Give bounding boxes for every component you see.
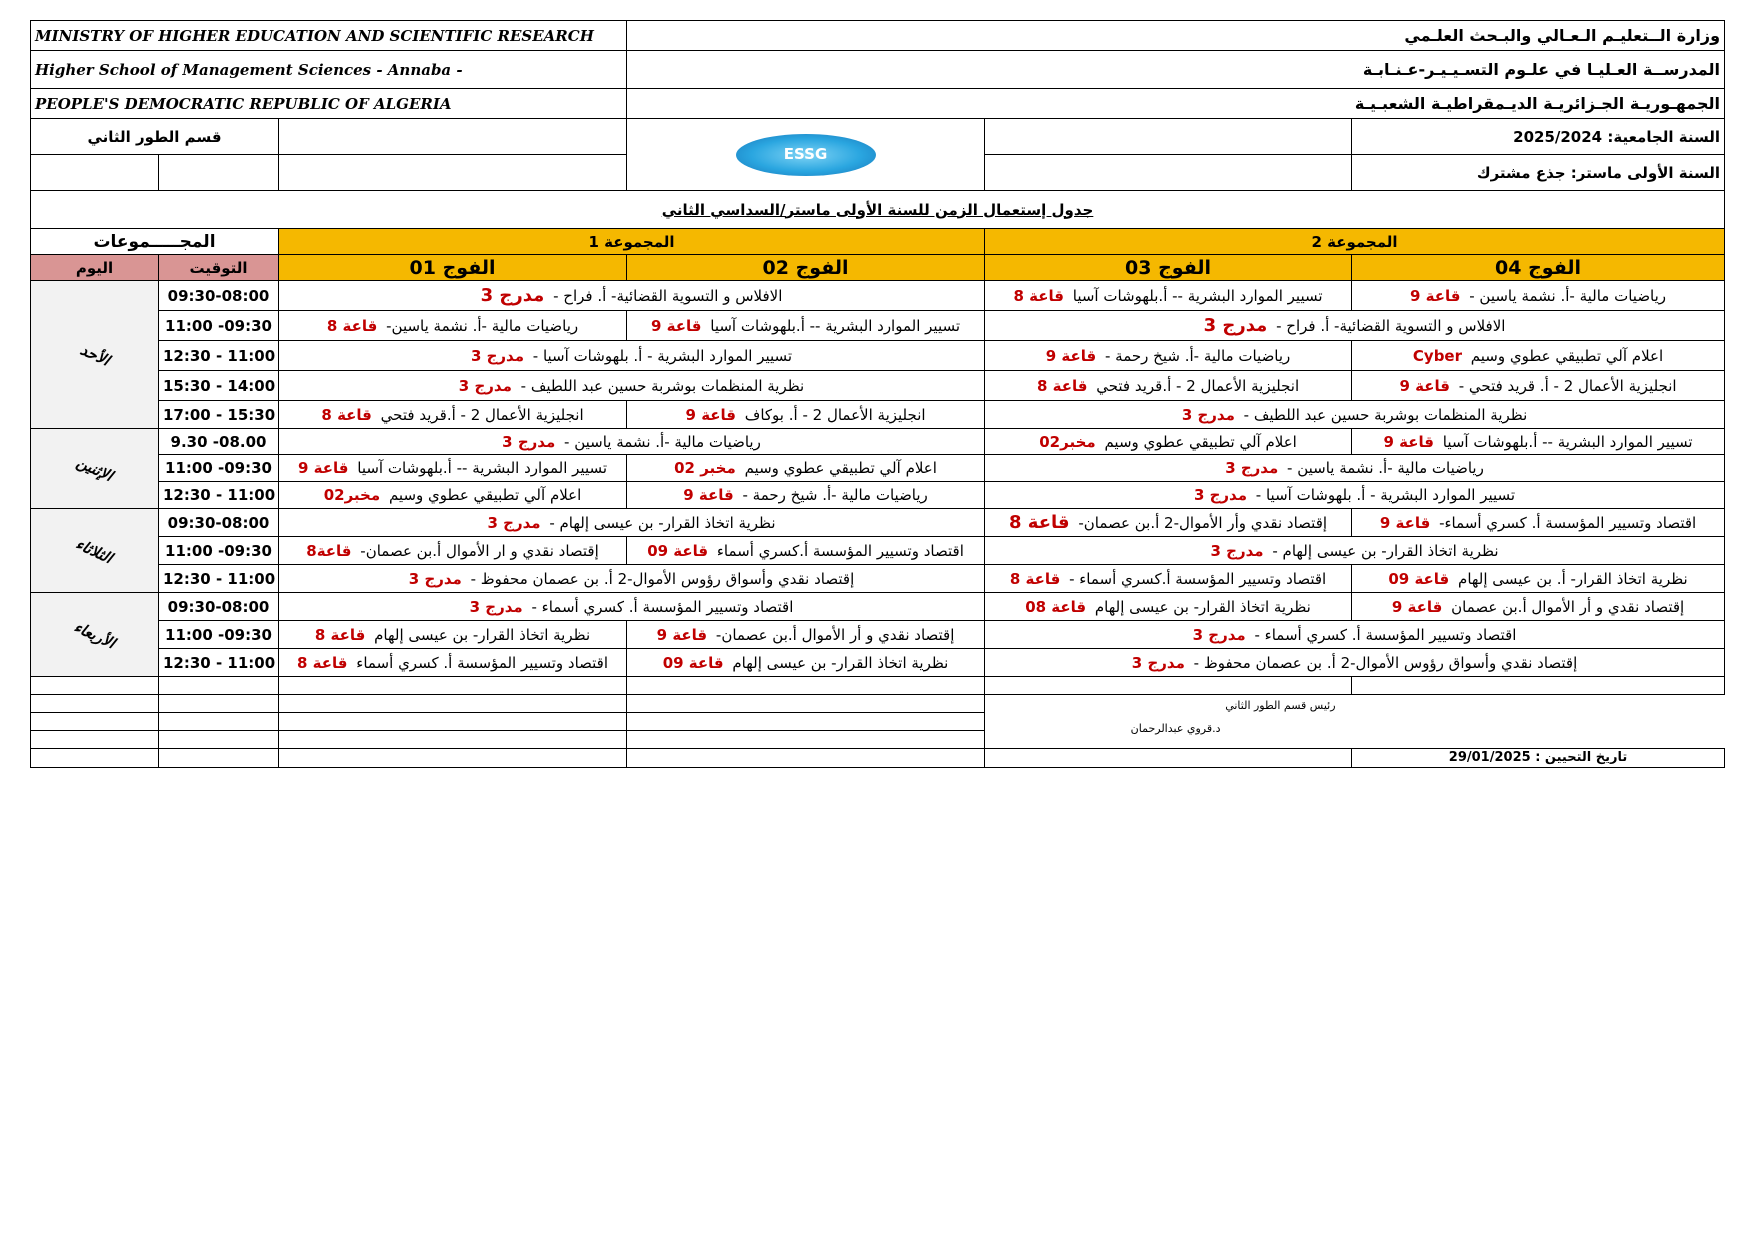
blank-cell bbox=[31, 713, 159, 731]
blank-cell bbox=[279, 749, 627, 768]
session-cell: نظرية اتخاذ القرار- أ. بن عيسى إلهام قاعة 09 bbox=[1352, 565, 1725, 593]
session-cell: إقتصاد نقدي وأسواق رؤوس الأموال-2 أ. بن عصمان محفوظ - مدرج 3 bbox=[985, 649, 1725, 677]
session-cell: نظرية اتخاذ القرار- بن عيسى إلهام - مدرج 3 bbox=[279, 509, 985, 537]
school-logo: ESSG bbox=[736, 134, 876, 176]
session-cell: تسيير الموارد البشرية - أ. بلهوشات آسيا - مدرج 3 bbox=[985, 482, 1725, 509]
day-monday: الإثنين bbox=[31, 429, 159, 509]
time-slot: 09:30-08:00 bbox=[159, 281, 279, 311]
session-cell: الافلاس و التسوية القضائية- أ. فراح - مدرج 3 bbox=[985, 311, 1725, 341]
session-cell: اعلام آلي تطبيقي عطوي وسيم Cyber bbox=[1352, 341, 1725, 371]
blank-cell bbox=[279, 119, 627, 155]
session-cell: تسيير الموارد البشرية -- أ.بلهوشات آسيا قاعة 9 bbox=[627, 311, 985, 341]
session-cell: تسيير الموارد البشرية -- أ.بلهوشات آسيا قاعة 8 bbox=[985, 281, 1352, 311]
time-slot: 11:00 -09:30 bbox=[159, 455, 279, 482]
col-time: التوقيت bbox=[159, 255, 279, 281]
session-cell: رياضيات مالية -أ. نشمة ياسين - مدرج 3 bbox=[985, 455, 1725, 482]
session-cell: اقتصاد وتسيير المؤسسة أ. كسري أسماء - مدرج 3 bbox=[985, 621, 1725, 649]
session-cell: نظرية المنظمات بوشربة حسين عبد اللطيف - مدرج 3 bbox=[279, 371, 985, 401]
section-01: الفوج 01 bbox=[279, 255, 627, 281]
blank-cell bbox=[279, 713, 627, 731]
table-row bbox=[31, 455, 1725, 482]
table-row bbox=[31, 341, 1725, 371]
blank-cell bbox=[159, 713, 279, 731]
blank-cell bbox=[627, 749, 985, 768]
republic-en: PEOPLE'S DEMOCRATIC REPUBLIC OF ALGERIA bbox=[31, 89, 627, 119]
session-cell: اقتصاد وتسيير المؤسسة أ. كسري أسماء- قاعة 9 bbox=[1352, 509, 1725, 537]
table-row bbox=[31, 371, 1725, 401]
session-cell: انجليزية الأعمال 2 - أ. بوكاف قاعة 9 bbox=[627, 401, 985, 429]
ministry-en: MINISTRY OF HIGHER EDUCATION AND SCIENTIFIC RESEARCH bbox=[31, 21, 627, 51]
blank-cell bbox=[159, 731, 279, 749]
session-cell: اقتصاد وتسيير المؤسسة أ.كسري أسماء - قاعة 8 bbox=[985, 565, 1352, 593]
time-slot: 12:30 - 11:00 bbox=[159, 565, 279, 593]
session-cell: اقتصاد وتسيير المؤسسة أ. كسري أسماء - مدرج 3 bbox=[279, 593, 985, 621]
section-04: الفوج 04 bbox=[1352, 255, 1725, 281]
session-cell: نظرية المنظمات بوشربة حسين عبد اللطيف - مدرج 3 bbox=[985, 401, 1725, 429]
blank-cell bbox=[985, 155, 1352, 191]
blank-cell bbox=[627, 695, 985, 713]
session-cell: تسيير الموارد البشرية -- أ.بلهوشات آسيا قاعة 9 bbox=[1352, 429, 1725, 455]
time-slot: 17:00 - 15:30 bbox=[159, 401, 279, 429]
time-slot: 9.30 -08.00 bbox=[159, 429, 279, 455]
blank-cell bbox=[159, 155, 279, 191]
blank-cell bbox=[159, 677, 279, 695]
blank-cell bbox=[985, 119, 1352, 155]
table-row bbox=[31, 311, 1725, 341]
session-cell: رياضيات مالية -أ. نشمة ياسين - قاعة 9 bbox=[1352, 281, 1725, 311]
table-row bbox=[31, 565, 1725, 593]
blank-cell bbox=[1352, 677, 1725, 695]
blank-cell bbox=[159, 749, 279, 768]
blank-cell bbox=[985, 749, 1352, 768]
session-cell: إقتصاد نقدي وأر الأموال-2 أ.بن عصمان- قاعة 8 bbox=[985, 509, 1352, 537]
blank-cell bbox=[31, 677, 159, 695]
table-row bbox=[31, 401, 1725, 429]
table-row bbox=[31, 281, 1725, 311]
session-cell: إقتصاد نقدي و أر الأموال أ.بن عصمان قاعة 9 bbox=[1352, 593, 1725, 621]
blank-cell bbox=[627, 677, 985, 695]
session-cell: رياضيات مالية -أ. شيخ رحمة - قاعة 9 bbox=[985, 341, 1352, 371]
academic-year: السنة الجامعية: 2025/2024 bbox=[1352, 119, 1725, 155]
table-row bbox=[31, 593, 1725, 621]
school-ar: المدرســة العـليـا في علـوم التسـيـيـر-عـنـابـة bbox=[627, 51, 1725, 89]
section-02: الفوج 02 bbox=[627, 255, 985, 281]
time-slot: 11:00 -09:30 bbox=[159, 311, 279, 341]
blank-cell bbox=[31, 695, 159, 713]
page-title: جدول إستعمال الزمن للسنة الأولى ماستر/السداسي الثاني bbox=[31, 191, 1725, 229]
department-label: قسم الطور الثاني bbox=[31, 119, 279, 155]
blank-cell bbox=[985, 677, 1352, 695]
day-sunday: الأحد bbox=[31, 281, 159, 429]
session-cell: نظرية اتخاذ القرار- بن عيسى إلهام قاعة 09 bbox=[627, 649, 985, 677]
session-cell: رياضيات مالية -أ. شيخ رحمة - قاعة 9 bbox=[627, 482, 985, 509]
session-cell: اقتصاد وتسيير المؤسسة أ. كسري أسماء قاعة 8 bbox=[279, 649, 627, 677]
table-row bbox=[31, 429, 1725, 455]
blank-cell bbox=[31, 731, 159, 749]
col-day: اليوم bbox=[31, 255, 159, 281]
session-cell: إقتصاد نقدي وأسواق رؤوس الأموال-2 أ. بن عصمان محفوظ - مدرج 3 bbox=[279, 565, 985, 593]
table-row bbox=[31, 482, 1725, 509]
group2-header: المجموعة 2 bbox=[985, 229, 1725, 255]
time-slot: 11:00 -09:30 bbox=[159, 621, 279, 649]
logo-cell bbox=[627, 119, 985, 191]
day-tuesday: الثلاثاء bbox=[31, 509, 159, 593]
session-cell: اعلام آلي تطبيقي عطوي وسيم مخبر02 bbox=[279, 482, 627, 509]
time-slot: 12:30 - 11:00 bbox=[159, 341, 279, 371]
session-cell: تسيير الموارد البشرية - أ. بلهوشات آسيا - مدرج 3 bbox=[279, 341, 985, 371]
school-en: Higher School of Management Sciences - Annaba - bbox=[31, 51, 627, 89]
session-cell: اعلام آلي تطبيقي عطوي وسيم مخبر 02 bbox=[627, 455, 985, 482]
session-cell: انجليزية الأعمال 2 - أ.قريد فتحي قاعة 8 bbox=[279, 401, 627, 429]
blank-cell bbox=[31, 749, 159, 768]
blank-cell bbox=[279, 155, 627, 191]
republic-ar: الجمهـوريـة الجـزائريـة الديـمقراطيـة الشعبـيـة bbox=[627, 89, 1725, 119]
head-title: رئيس قسم الطور الثاني bbox=[1225, 699, 1336, 712]
session-cell: الافلاس و التسوية القضائية- أ. فراح - مدرج 3 bbox=[279, 281, 985, 311]
table-row bbox=[31, 621, 1725, 649]
session-cell: رياضيات مالية -أ. نشمة ياسين- قاعة 8 bbox=[279, 311, 627, 341]
session-cell: نظرية اتخاذ القرار- بن عيسى إلهام قاعة 8 bbox=[279, 621, 627, 649]
session-cell: نظرية اتخاذ القرار- بن عيسى إلهام - مدرج 3 bbox=[985, 537, 1725, 565]
blank-cell bbox=[279, 731, 627, 749]
section-03: الفوج 03 bbox=[985, 255, 1352, 281]
day-wednesday: الأربعاء bbox=[31, 593, 159, 677]
blank-cell bbox=[627, 713, 985, 731]
session-cell: رياضيات مالية -أ. نشمة ياسين - مدرج 3 bbox=[279, 429, 985, 455]
session-cell: اعلام آلي تطبيقي عطوي وسيم مخبر02 bbox=[985, 429, 1352, 455]
session-cell: تسيير الموارد البشرية -- أ.بلهوشات آسيا قاعة 9 bbox=[279, 455, 627, 482]
blank-cell bbox=[627, 731, 985, 749]
session-cell: إقتصاد نقدي و ار الأموال أ.بن عصمان- قاعة8 bbox=[279, 537, 627, 565]
blank-cell bbox=[279, 695, 627, 713]
blank-cell bbox=[279, 677, 627, 695]
table-row bbox=[31, 649, 1725, 677]
time-slot: 15:30 - 14:00 bbox=[159, 371, 279, 401]
time-slot: 09:30-08:00 bbox=[159, 593, 279, 621]
groups-label: المجـــــموعات bbox=[31, 229, 279, 255]
time-slot: 09:30-08:00 bbox=[159, 509, 279, 537]
blank-cell bbox=[31, 155, 159, 191]
time-slot: 12:30 - 11:00 bbox=[159, 482, 279, 509]
update-date: تاريخ التحيين : 29/01/2025 bbox=[1352, 749, 1725, 768]
timetable bbox=[30, 20, 1725, 768]
level-label: السنة الأولى ماستر: جذع مشترك bbox=[1352, 155, 1725, 191]
blank-cell bbox=[159, 695, 279, 713]
session-cell: نظرية اتخاذ القرار- بن عيسى إلهام قاعة 08 bbox=[985, 593, 1352, 621]
signature-block bbox=[985, 695, 1725, 749]
head-name: د.قروي عبدالرحمان bbox=[1130, 722, 1221, 735]
ministry-ar: وزارة الــتعليـم الـعـالي والبـحث العلـمي bbox=[627, 21, 1725, 51]
time-slot: 12:30 - 11:00 bbox=[159, 649, 279, 677]
group1-header: المجموعة 1 bbox=[279, 229, 985, 255]
session-cell: اقتصاد وتسيير المؤسسة أ.كسري أسماء قاعة 09 bbox=[627, 537, 985, 565]
time-slot: 11:00 -09:30 bbox=[159, 537, 279, 565]
session-cell: انجليزية الأعمال 2 - أ.قريد فتحي قاعة 8 bbox=[985, 371, 1352, 401]
session-cell: إقتصاد نقدي و أر الأموال أ.بن عصمان- قاعة 9 bbox=[627, 621, 985, 649]
session-cell: انجليزية الأعمال 2 - أ. قريد فتحي - قاعة 9 bbox=[1352, 371, 1725, 401]
table-row bbox=[31, 537, 1725, 565]
table-row bbox=[31, 509, 1725, 537]
